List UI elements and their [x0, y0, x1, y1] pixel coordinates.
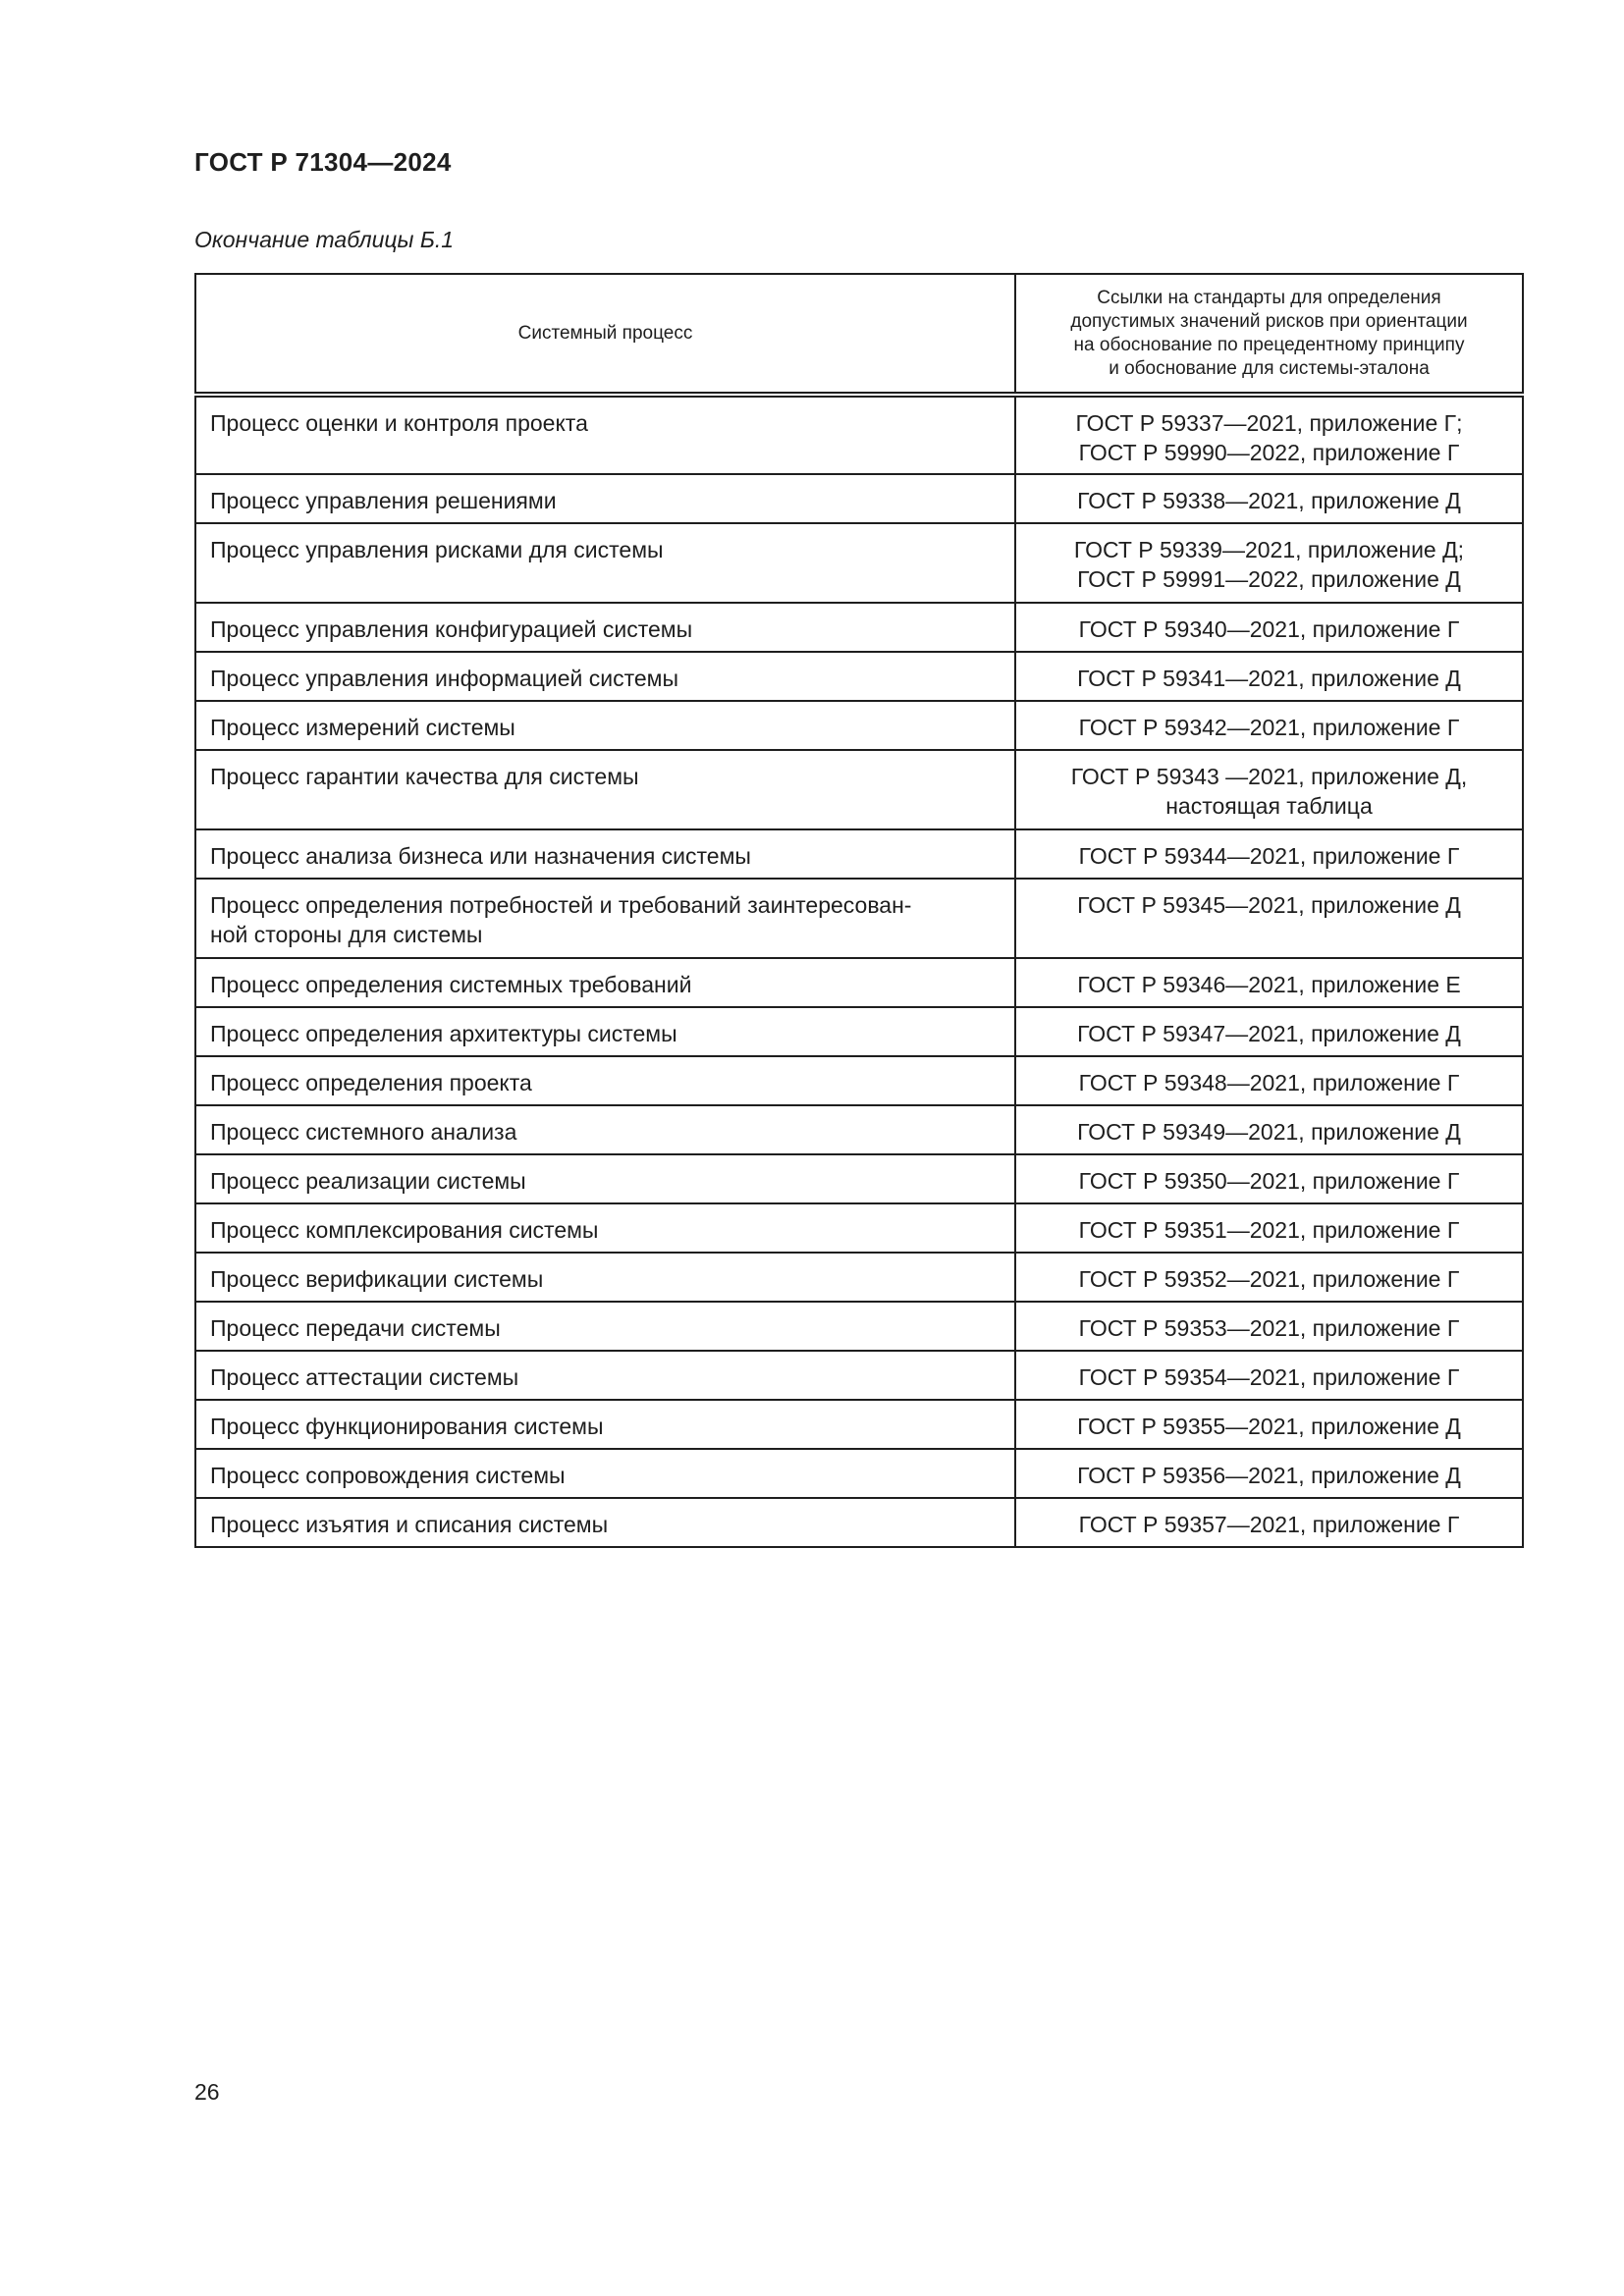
reference-cell: ГОСТ Р 59341—2021, приложение Д — [1015, 652, 1523, 701]
table-row — [195, 603, 1523, 652]
table-row — [195, 879, 1523, 958]
process-cell: Процесс управления информацией системы — [195, 652, 1015, 701]
process-cell: Процесс системного анализа — [195, 1105, 1015, 1154]
table-row — [195, 1351, 1523, 1400]
column-header-process: Системный процесс — [195, 274, 1015, 395]
table-row — [195, 1105, 1523, 1154]
reference-cell: ГОСТ Р 59338—2021, приложение Д — [1015, 474, 1523, 523]
table-row — [195, 958, 1523, 1007]
reference-cell: ГОСТ Р 59347—2021, приложение Д — [1015, 1007, 1523, 1056]
table-row — [195, 474, 1523, 523]
reference-cell: ГОСТ Р 59349—2021, приложение Д — [1015, 1105, 1523, 1154]
reference-cell: ГОСТ Р 59337—2021, приложение Г; ГОСТ Р 59990—2022, приложение Г — [1015, 395, 1523, 474]
page-number: 26 — [194, 2079, 220, 2105]
table-row — [195, 701, 1523, 750]
process-cell: Процесс оценки и контроля проекта — [195, 395, 1015, 474]
reference-cell: ГОСТ Р 59340—2021, приложение Г — [1015, 603, 1523, 652]
process-cell: Процесс передачи системы — [195, 1302, 1015, 1351]
table-row — [195, 1302, 1523, 1351]
reference-cell: ГОСТ Р 59352—2021, приложение Г — [1015, 1253, 1523, 1302]
process-cell: Процесс функционирования системы — [195, 1400, 1015, 1449]
table-row — [195, 395, 1523, 474]
table-row — [195, 1498, 1523, 1547]
table-row — [195, 1007, 1523, 1056]
table-row — [195, 1253, 1523, 1302]
reference-cell: ГОСТ Р 59345—2021, приложение Д — [1015, 879, 1523, 958]
reference-cell: ГОСТ Р 59351—2021, приложение Г — [1015, 1203, 1523, 1253]
process-cell: Процесс определения проекта — [195, 1056, 1015, 1105]
column-header-reference: Ссылки на стандарты для определения допустимых значений рисков при ориентации на обоснование по прецедентному принципу и обоснование для системы-эталона — [1015, 274, 1523, 395]
table-caption: Окончание таблицы Б.1 — [194, 227, 455, 252]
process-cell: Процесс изъятия и списания системы — [195, 1498, 1015, 1547]
table-header-row — [195, 274, 1523, 395]
document-number: ГОСТ Р 71304—2024 — [194, 147, 452, 177]
process-cell: Процесс управления конфигурацией системы — [195, 603, 1015, 652]
process-cell: Процесс верификации системы — [195, 1253, 1015, 1302]
table-row — [195, 523, 1523, 603]
table-row — [195, 829, 1523, 879]
process-cell: Процесс управления рисками для системы — [195, 523, 1015, 603]
process-cell: Процесс определения потребностей и требований заинтересован- ной стороны для системы — [195, 879, 1015, 958]
table-row — [195, 1400, 1523, 1449]
reference-cell: ГОСТ Р 59356—2021, приложение Д — [1015, 1449, 1523, 1498]
reference-cell: ГОСТ Р 59348—2021, приложение Г — [1015, 1056, 1523, 1105]
reference-cell: ГОСТ Р 59343 —2021, приложение Д, настоящая таблица — [1015, 750, 1523, 829]
process-cell: Процесс сопровождения системы — [195, 1449, 1015, 1498]
process-cell: Процесс гарантии качества для системы — [195, 750, 1015, 829]
table-row — [195, 1056, 1523, 1105]
reference-cell: ГОСТ Р 59354—2021, приложение Г — [1015, 1351, 1523, 1400]
process-cell: Процесс определения системных требований — [195, 958, 1015, 1007]
standards-reference-table — [194, 273, 1524, 1548]
table-row — [195, 1154, 1523, 1203]
reference-cell: ГОСТ Р 59353—2021, приложение Г — [1015, 1302, 1523, 1351]
table-row — [195, 750, 1523, 829]
reference-cell: ГОСТ Р 59355—2021, приложение Д — [1015, 1400, 1523, 1449]
process-cell: Процесс измерений системы — [195, 701, 1015, 750]
table-row — [195, 652, 1523, 701]
reference-cell: ГОСТ Р 59344—2021, приложение Г — [1015, 829, 1523, 879]
process-cell: Процесс аттестации системы — [195, 1351, 1015, 1400]
process-cell: Процесс анализа бизнеса или назначения системы — [195, 829, 1015, 879]
process-cell: Процесс реализации системы — [195, 1154, 1015, 1203]
table-row — [195, 1449, 1523, 1498]
process-cell: Процесс управления решениями — [195, 474, 1015, 523]
table-row — [195, 1203, 1523, 1253]
process-cell: Процесс комплексирования системы — [195, 1203, 1015, 1253]
process-cell: Процесс определения архитектуры системы — [195, 1007, 1015, 1056]
reference-cell: ГОСТ Р 59350—2021, приложение Г — [1015, 1154, 1523, 1203]
reference-cell: ГОСТ Р 59357—2021, приложение Г — [1015, 1498, 1523, 1547]
reference-cell: ГОСТ Р 59339—2021, приложение Д; ГОСТ Р 59991—2022, приложение Д — [1015, 523, 1523, 603]
reference-cell: ГОСТ Р 59342—2021, приложение Г — [1015, 701, 1523, 750]
reference-cell: ГОСТ Р 59346—2021, приложение Е — [1015, 958, 1523, 1007]
